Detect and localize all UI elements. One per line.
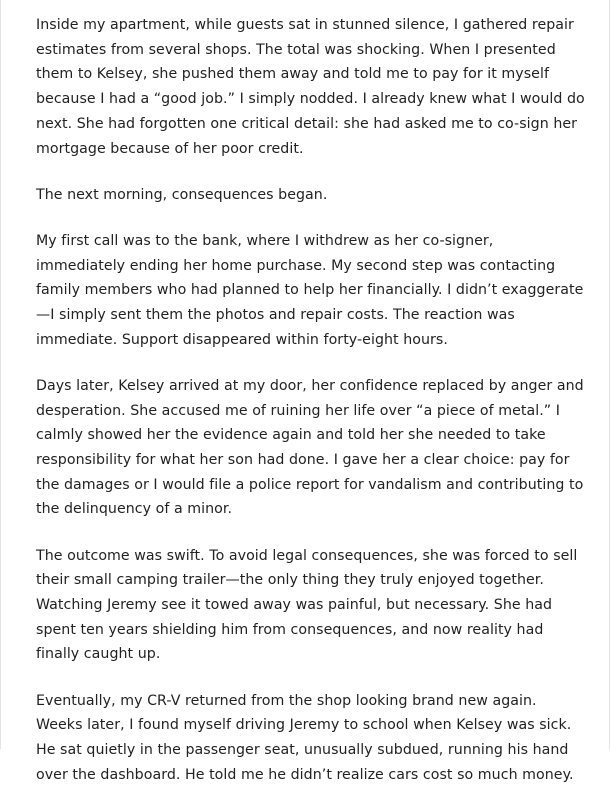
paragraph-eventually: Eventually, my CR-V returned from the shop looking brand new again. Weeks later, I found myself driving Jeremy to school when Kelsey was sick. He sat quietly in the passenger seat, unusually subdued, running his hand over the dashboard. He told me he didn’t realize cars cost so much money. — [36, 692, 574, 783]
paragraph-outcome: The outcome was swift. To avoid legal consequences, she was forced to sell their small camping trailer—the only thing they truly enjoyed together. Watching Jeremy see it towed away was painful, but necessary. She had spent ten years shielding him from consequences, and now reality had finally caught up. — [36, 547, 578, 663]
paragraph-days-later: Days later, Kelsey arrived at my door, her confidence replaced by anger and desperation. She accused me of ruining her life over “a piece of metal.” I calmly showed her the evidence again and told her she needed to take responsibility for what her son had done. I gave her a clear choice: pay for the damages or I would file a police report for vandalism and contributing to the delinquency of a minor. — [36, 377, 584, 518]
paragraph-next-morning: The next morning, consequences began. — [36, 186, 328, 203]
paragraph-first-call: My first call was to the bank, where I withdrew as her co-signer, immediately ending her home purchase. My second step was contacting family members who had planned to help her financially. I didn’t exaggerate—I simply sent them the photos and repair costs. The reaction was immediate. Support disappeared within forty-eight hours. — [36, 232, 584, 348]
paragraph-repair-estimates: Inside my apartment, while guests sat in stunned silence, I gathered repair estimates from several shops. The total was shocking. When I presented them to Kelsey, she pushed them away and told me to pay for it myself because I had a “good job.” I simply nodded. I already knew what I would do next. She had forgotten one critical detail: she had asked me to co-sign her mortgage because of her poor credit. — [36, 17, 585, 157]
article-body — [36, 13, 586, 809]
